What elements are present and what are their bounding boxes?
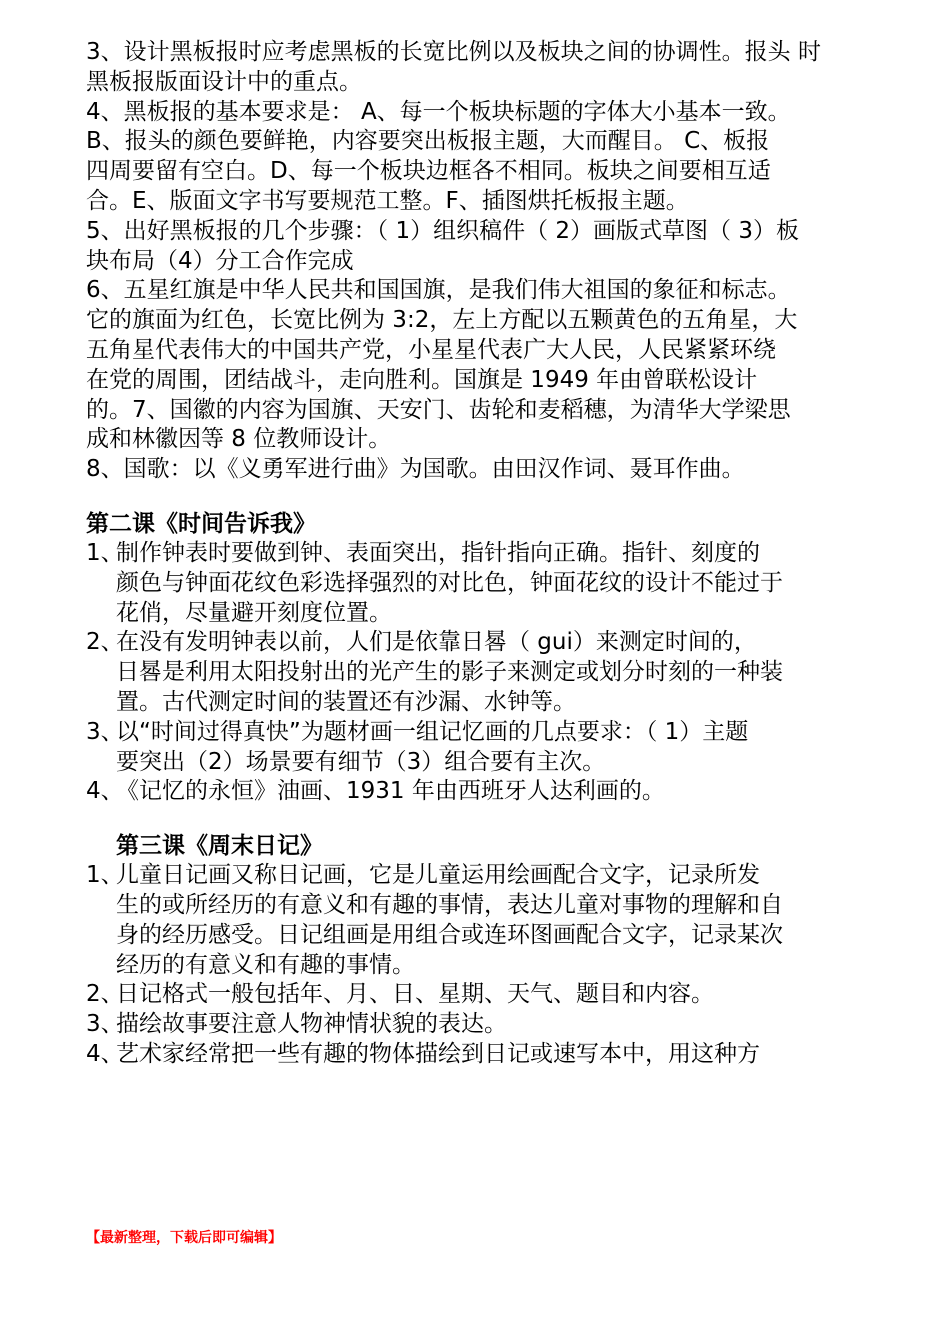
list-item xyxy=(86,1040,886,1070)
list-item-line: 日记格式一般包括年、月、日、星期、天气、题目和内容。 xyxy=(116,981,714,1008)
list-item-number: 3、 xyxy=(86,1011,124,1038)
text-line: B、报头的颜色要鲜艳，内容要突出板报主题，大而醒目。 C、板报 xyxy=(86,128,770,155)
section-gap xyxy=(86,485,886,509)
lesson2-section xyxy=(86,509,886,807)
text-line: 的。7、国徽的内容为国旗、天安门、齿轮和麦稻穗，为清华大学梁思 xyxy=(86,396,791,423)
text-line: 块布局（4）分工合作完成 xyxy=(86,247,354,274)
lesson3-section xyxy=(86,831,886,1070)
text-line: 8、国歌：以《义勇军进行曲》为国歌。由田汉作词、聂耳作曲。 xyxy=(86,456,745,483)
list-item-line: 生的或所经历的有意义和有趣的事情，表达儿童对事物的理解和自 xyxy=(116,891,783,918)
lesson3-title: 第三课《周末日记》 xyxy=(116,833,323,860)
list-item xyxy=(86,718,886,778)
list-item-line: 置。古代测定时间的装置还有沙漏、水钟等。 xyxy=(116,688,576,715)
lesson2-title: 第二课《时间告诉我》 xyxy=(86,510,316,537)
list-item-line: 制作钟表时要做到钟、表面突出，指针指向正确。指针、刻度的 xyxy=(116,539,760,566)
list-item xyxy=(86,861,886,980)
list-item-line: 艺术家经常把一些有趣的物体描绘到日记或速写本中，用这种方 xyxy=(116,1040,760,1067)
list-item xyxy=(86,628,886,717)
text-line: 5、出好黑板报的几个步骤：（ 1）组织稿件（ 2）画版式草图（ 3）板 xyxy=(86,217,799,244)
list-item-number: 4、 xyxy=(86,1040,124,1067)
list-item-line: 儿童日记画又称日记画，它是儿童运用绘画配合文字，记录所发 xyxy=(116,862,760,889)
list-item-line: 经历的有意义和有趣的事情。 xyxy=(116,951,415,978)
list-item-number: 3、 xyxy=(86,718,124,745)
document-body xyxy=(86,38,886,1070)
list-item-number: 2、 xyxy=(86,981,124,1008)
intro-section xyxy=(86,38,886,485)
list-item xyxy=(86,777,886,807)
list-item-line: 日晷是利用太阳投射出的光产生的影子来测定或划分时刻的一种装 xyxy=(116,659,783,686)
list-item xyxy=(86,1010,886,1040)
list-item-line: 花俏，尽量避开刻度位置。 xyxy=(116,599,392,626)
list-item xyxy=(86,980,886,1010)
text-line: 它的旗面为红色，长宽比例为 3:2，左上方配以五颗黄色的五角星，大 xyxy=(86,307,798,334)
list-item-line: 身的经历感受。日记组画是用组合或连环图画配合文字，记录某次 xyxy=(116,921,783,948)
section-gap xyxy=(86,807,886,831)
list-item-line: 《记忆的永恒》油画、1931 年由西班牙人达利画的。 xyxy=(116,778,665,805)
list-item-number: 1、 xyxy=(86,862,124,889)
list-item-line: 要突出（2）场景要有细节（3）组合要有主次。 xyxy=(116,748,606,775)
text-line: 6、五星红旗是中华人民共和国国旗，是我们伟大祖国的象征和标志。 xyxy=(86,277,791,304)
list-item xyxy=(86,539,886,628)
text-line: 在党的周围，团结战斗，走向胜利。国旗是 1949 年由曾联松设计 xyxy=(86,366,758,393)
footer-note: 【最新整理，下载后即可编辑】 xyxy=(86,1230,282,1246)
text-line: 3、设计黑板报时应考虑黑板的长宽比例以及板块之间的协调性。报头 时 xyxy=(86,39,821,65)
text-line: 黑板报版面设计中的重点。 xyxy=(86,68,362,95)
list-item-line: 颜色与钟面花纹色彩选择强烈的对比色，钟面花纹的设计不能过于 xyxy=(116,569,783,596)
text-line: 五角星代表伟大的中国共产党，小星星代表广大人民，人民紧紧环绕 xyxy=(86,336,776,363)
text-line: 成和林徽因等 8 位教师设计。 xyxy=(86,426,392,453)
text-line: 四周要留有空白。D、每一个板块边框各不相同。板块之间要相互适 xyxy=(86,158,771,185)
list-item-number: 2、 xyxy=(86,629,124,656)
text-line: 4、黑板报的基本要求是： A、每一个板块标题的字体大小基本一致。 xyxy=(86,98,791,125)
list-item-line: 在没有发明钟表以前，人们是依靠日晷（ gui）来测定时间的， xyxy=(116,629,757,656)
list-item-number: 4、 xyxy=(86,778,124,805)
list-item-number: 1、 xyxy=(86,539,124,566)
list-item-line: 描绘故事要注意人物神情状貌的表达。 xyxy=(116,1011,507,1038)
list-item-line: 以“时间过得真快”为题材画一组记忆画的几点要求：（ 1）主题 xyxy=(116,718,749,745)
text-line: 合。E、版面文字书写要规范工整。F、插图烘托板报主题。 xyxy=(86,187,689,214)
